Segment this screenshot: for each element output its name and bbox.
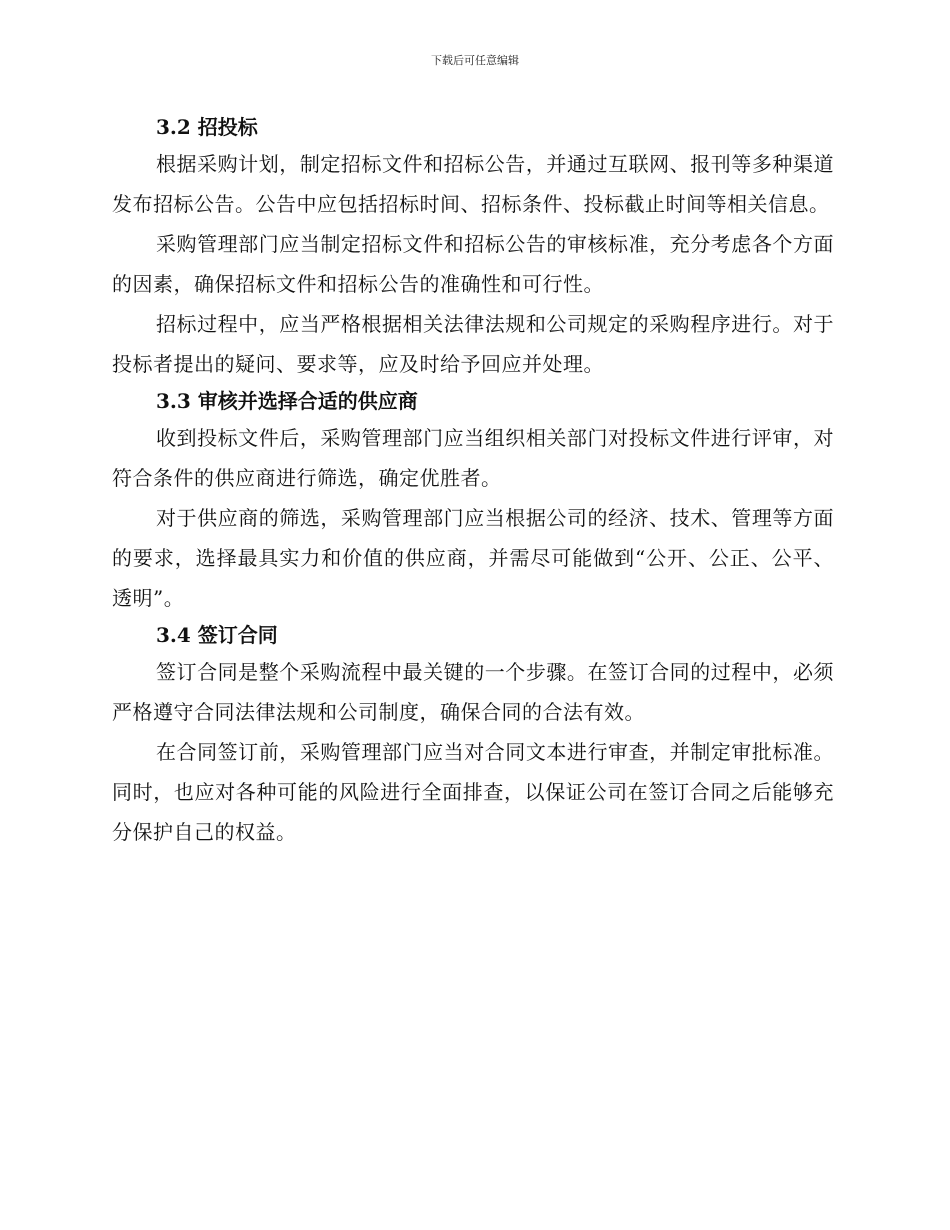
section-heading: 3.4 签订合同 — [156, 623, 278, 647]
paragraph: 签订合同是整个采购流程中最关键的一个步骤。在签订合同的过程中，必须严格遵守合同法律法规和公司制度，确保合同的合法有效。 — [112, 660, 834, 724]
paragraph: 根据采购计划，制定招标文件和招标公告，并通过互联网、报刊等多种渠道发布招标公告。公告中应包括招标时间、招标条件、投标截止时间等相关信息。 — [112, 152, 834, 216]
paragraph: 采购管理部门应当制定招标文件和招标公告的审核标准，充分考虑各个方面的因素，确保招标文件和招标公告的准确性和可行性。 — [112, 232, 834, 296]
section-heading: 3.3 审核并选择合适的供应商 — [156, 389, 418, 413]
paragraph: 在合同签订前，采购管理部门应当对合同文本进行审查，并制定审批标准。同时，也应对各种可能的风险进行全面排查，以保证公司在签订合同之后能够充分保护自己的权益。 — [112, 740, 834, 844]
paragraph: 对于供应商的筛选，采购管理部门应当根据公司的经济、技术、管理等方面的要求，选择最具实力和价值的供应商，并需尽可能做到“公开、公正、公平、透明”。 — [112, 506, 834, 610]
page-header: 下载后可任意编辑 — [431, 54, 519, 67]
paragraph: 招标过程中，应当严格根据相关法律法规和公司规定的采购程序进行。对于投标者提出的疑问、要求等，应及时给予回应并处理。 — [112, 312, 834, 376]
document-body — [112, 110, 834, 852]
paragraph: 收到投标文件后，采购管理部门应当组织相关部门对投标文件进行评审，对符合条件的供应商进行筛选，确定优胜者。 — [112, 426, 834, 490]
section-heading: 3.2 招投标 — [156, 115, 258, 139]
